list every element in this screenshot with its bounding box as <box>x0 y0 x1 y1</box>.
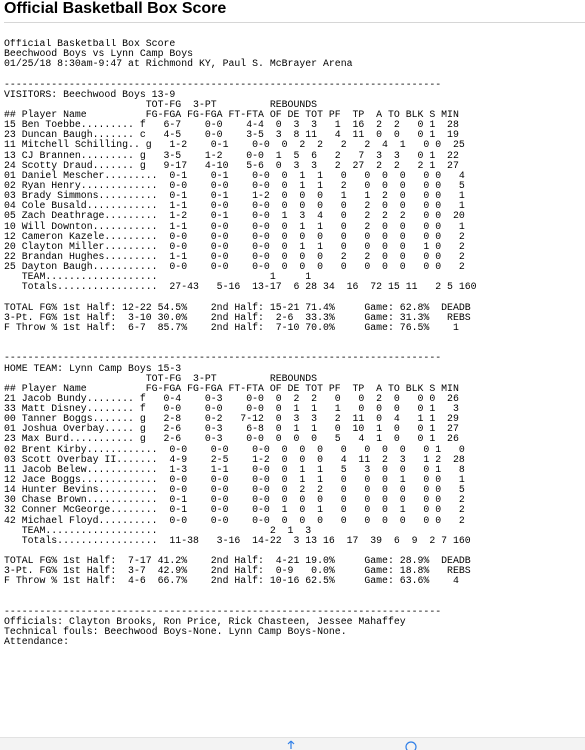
report-line: Attendance: <box>4 636 69 648</box>
report-line: Official Basketball Box Score <box>4 39 176 49</box>
report-line: 20 Clayton Miller......... 0-0 0-0 0-0 0 1 1 0 0 0 0 1 0 2 <box>4 240 465 252</box>
report-line: 25 Dayton Baugh........... 0-0 0-0 0-0 0 0 0 0 0 0 0 0 0 2 <box>4 261 465 273</box>
report-line: 30 Chase Brown............ 0-1 0-0 0-0 0 0 0 0 0 0 0 0 0 2 <box>4 494 465 506</box>
report-line: 03 Brady Simmons.......... 0-1 0-1 1-2 0 0 0 1 1 2 0 0 0 1 <box>4 190 465 202</box>
report-line: 32 Conner McGeorge........ 0-1 0-0 0-0 1 0 1 0 0 0 1 0 0 2 <box>4 504 465 516</box>
report-line: VISITORS: Beechwood Boys 13-9 <box>4 88 176 100</box>
report-line: 23 Max Burd........... g 2-6 0-3 0-0 0 0 0 5 4 1 0 0 1 26 <box>4 433 459 445</box>
report-line: 05 Zach Deathrage......... 1-2 0-1 0-0 1 3 4 0 2 2 2 0 0 20 <box>4 210 465 222</box>
report-line: TOT-FG 3-PT REBOUNDS <box>4 372 318 384</box>
report-line: F Throw % 1st Half: 4-6 66.7% 2nd Half: 10-16 62.5% Game: 63.6% 4 <box>4 575 459 587</box>
report-line: Beechwood Boys vs Lynn Camp Boys <box>4 48 194 60</box>
report-line: TEAM................... 1 1 <box>4 271 312 283</box>
report-line: TOTAL FG% 1st Half: 12-22 54.5% 2nd Half: 15-21 71.4% Game: 62.8% DEADB <box>4 301 471 313</box>
report-line: Totals................. 27-43 5-16 13-17 6 28 34 16 72 15 11 2 5 160 <box>4 281 477 293</box>
share-icon[interactable] <box>285 740 297 750</box>
report-line: 42 Michael Floyd.......... 0-0 0-0 0-0 0 0 0 0 0 0 0 0 0 2 <box>4 514 465 526</box>
report-line: -------------------------------------------------------------------------- <box>4 605 442 617</box>
report-line: Technical fouls: Beechwood Boys-None. Lynn Camp Boys-None. <box>4 626 347 638</box>
report-line: 12 Cameron Kazele......... 0-0 0-0 0-0 0 0 0 0 0 0 0 0 0 2 <box>4 230 465 242</box>
report-line: ## Player Name FG-FGA FG-FGA FT-FTA OF DE TOT PF TP A TO BLK S MIN <box>4 382 459 394</box>
report-line: 02 Ryan Henry............. 0-0 0-0 0-0 0 1 1 2 0 0 0 0 0 5 <box>4 179 465 191</box>
report-line: 33 Matt Disney........ f 0-0 0-0 0-0 0 1 1 1 0 0 0 0 1 3 <box>4 403 459 415</box>
report-line: 24 Scotty Draud....... g 9-17 4-10 5-6 0 3 3 2 27 2 2 2 1 27 <box>4 159 459 171</box>
report-line: 11 Jacob Belew............ 1-3 1-1 0-0 0 1 1 5 3 0 0 0 1 8 <box>4 463 465 475</box>
report-line: 01 Joshua Overbay..... g 2-6 0-3 6-8 0 1 1 0 10 1 0 0 1 27 <box>4 423 459 435</box>
compose-icon[interactable] <box>405 740 417 750</box>
report-line: 22 Brandan Hughes......... 1-1 0-0 0-0 0 0 0 2 2 0 0 0 0 2 <box>4 250 465 262</box>
report-line: 13 CJ Brannen......... g 3-5 1-2 0-0 1 5 6 2 7 3 3 0 1 22 <box>4 149 459 161</box>
report-line: 00 Tanner Boggs....... g 2-8 0-2 7-12 0 3 3 2 11 0 4 1 1 29 <box>4 413 459 425</box>
report-line: 10 Will Downton........... 1-1 0-0 0-0 0 1 1 0 2 0 0 0 0 1 <box>4 220 465 232</box>
report-line: HOME TEAM: Lynn Camp Boys 15-3 <box>4 362 182 374</box>
report-line: F Throw % 1st Half: 6-7 85.7% 2nd Half: 7-10 70.0% Game: 76.5% 1 <box>4 321 459 333</box>
report-line: TOT-FG 3-PT REBOUNDS <box>4 98 318 110</box>
report-line <box>4 333 585 343</box>
report-line: 14 Hunter Bevins.......... 0-0 0-0 0-0 0 2 2 0 0 0 0 0 0 5 <box>4 484 465 496</box>
report-line: 23 Duncan Baugh....... c 4-5 0-0 3-5 3 8 11 4 11 0 0 0 1 19 <box>4 129 459 141</box>
report-line: 01 Daniel Mescher......... 0-1 0-1 0-0 0 1 1 0 0 0 0 0 0 4 <box>4 169 465 181</box>
report-line: 21 Jacob Bundy........ f 0-4 0-3 0-0 0 2 2 0 0 2 0 0 0 26 <box>4 392 459 404</box>
report-line: 3-Pt. FG% 1st Half: 3-7 42.9% 2nd Half: 0-9 0.0% Game: 18.8% REBS <box>4 565 471 577</box>
report-line: Totals................. 11-38 3-16 14-22 3 13 16 17 39 6 9 2 7 160 <box>4 534 471 546</box>
report-line: 11 Mitchell Schilling.. g 1-2 0-1 0-0 0 2 2 2 2 4 1 0 0 25 <box>4 139 465 151</box>
report-line: 3-Pt. FG% 1st Half: 3-10 30.0% 2nd Half: 2-6 33.3% Game: 31.3% REBS <box>4 311 471 323</box>
report-line: 01/25/18 8:30am-9:47 at Richmond KY, Paul S. McBrayer Arena <box>4 58 353 70</box>
report-line: -------------------------------------------------------------------------- <box>4 352 442 364</box>
report-line <box>4 587 585 597</box>
report-line: 15 Ben Toebbe......... f 6-7 0-0 4-4 0 3 3 1 16 2 2 0 1 28 <box>4 119 459 131</box>
report-line: 02 Brent Kirby............ 0-0 0-0 0-0 0 0 0 0 0 0 0 0 1 0 <box>4 443 465 455</box>
report-line: TEAM................... 2 1 3 <box>4 524 312 536</box>
report-line: Officials: Clayton Brooks, Ron Price, Rick Chasteen, Jessee Mahaffey <box>4 616 406 628</box>
report-line: -------------------------------------------------------------------------- <box>4 78 442 90</box>
box-score-report <box>4 39 585 739</box>
bottom-toolbar <box>0 737 585 750</box>
report-line: 04 Cole Busald............ 1-1 0-0 0-0 0 0 0 0 2 0 0 0 0 1 <box>4 200 465 212</box>
page-title: Official Basketball Box Score <box>4 0 227 17</box>
report-line: 12 Jace Boggs............. 0-0 0-0 0-0 0 1 1 0 0 0 1 0 0 1 <box>4 474 465 486</box>
report-line: TOTAL FG% 1st Half: 7-17 41.2% 2nd Half: 4-21 19.0% Game: 28.9% DEADB <box>4 555 471 567</box>
report-line: 03 Scott Overbay II....... 4-9 2-5 1-2 0 0 0 4 11 2 3 1 2 28 <box>4 453 465 465</box>
title-divider <box>4 22 585 23</box>
report-line: ## Player Name FG-FGA FG-FGA FT-FTA OF DE TOT PF TP A TO BLK S MIN <box>4 108 459 120</box>
